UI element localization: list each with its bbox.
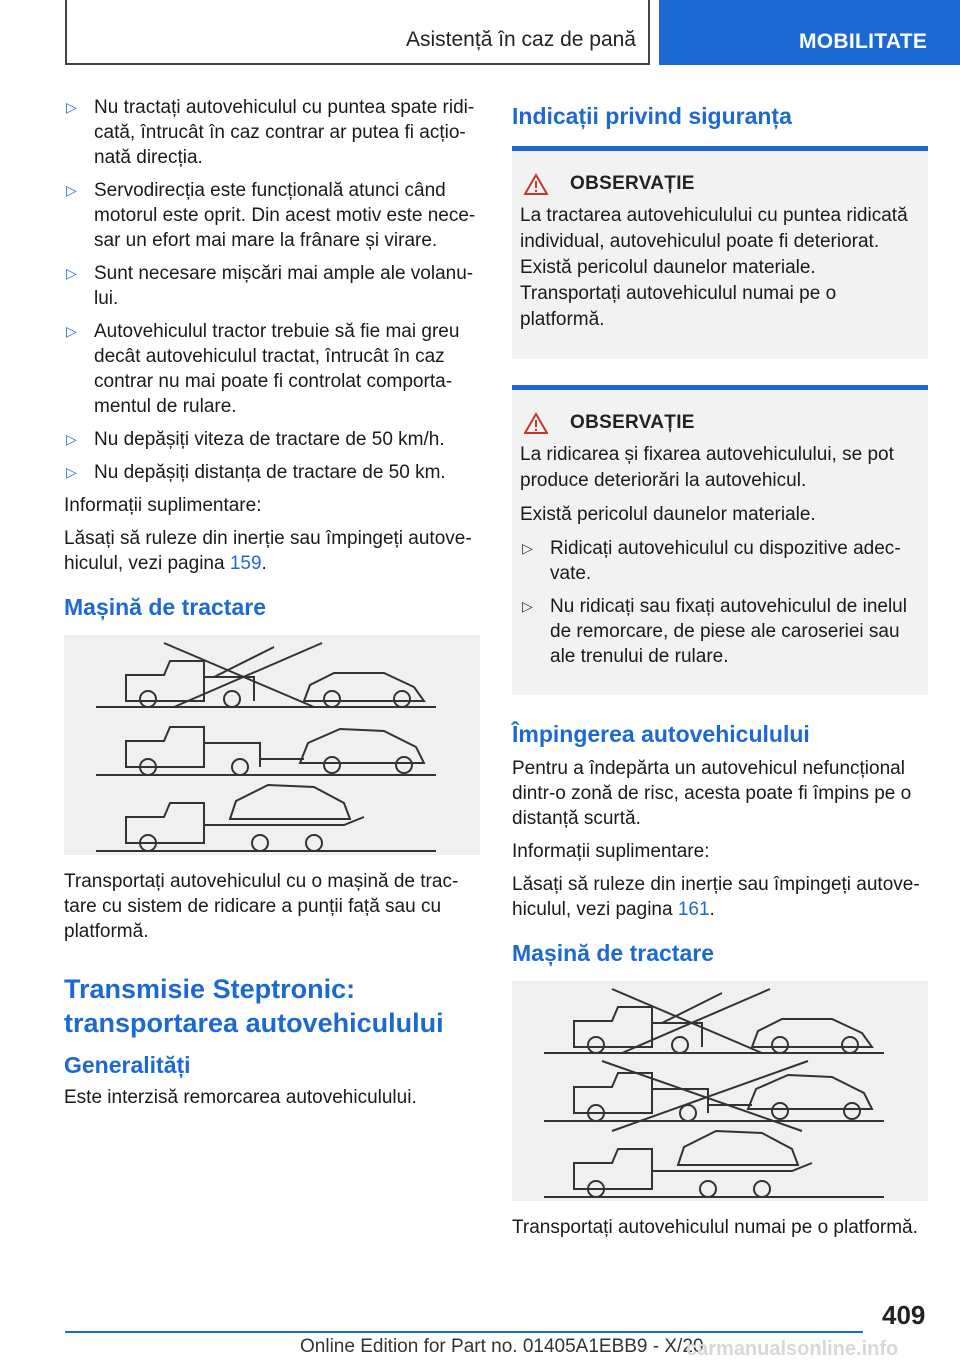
tow-truck-heading: Mașină de tractare (512, 940, 714, 966)
right-column (512, 95, 928, 1248)
list-item: ▷ Autovehiculul tractor trebuie să fie mai greu decât autovehiculul tractat, întrucât în caz contrar nu mai poate fi controlat comportamentul de rulare. (66, 321, 460, 417)
info-paragraph: Lăsați să ruleze din inerție sau împingeți autovehiculul, vezi pagina 159. (64, 528, 472, 574)
triangle-bullet-icon: ▷ (66, 265, 77, 281)
info-label: Informații suplimentare: (64, 495, 262, 516)
push-text: Pentru a îndepărta un autovehicul nefuncțional dintr-o zonă de risc, acesta poate fi împins pe o distanță scurtă. (512, 758, 912, 829)
triangle-bullet-icon: ▷ (522, 540, 533, 556)
notice-title: OBSERVAȚIE (570, 412, 695, 433)
left-column (64, 95, 480, 1118)
notice-box (512, 385, 928, 695)
towing-bullet-list (64, 95, 480, 485)
header-chapter-title: MOBILITATE (799, 30, 928, 53)
notice-text: Există pericolul daunelor materiale. (520, 504, 816, 525)
triangle-bullet-icon: ▷ (66, 323, 77, 339)
tow-truck-illustration (64, 635, 480, 855)
footer-edition: Online Edition for Part no. 01405A1EBB9 - X/20 (300, 1336, 704, 1357)
triangle-bullet-icon: ▷ (66, 182, 77, 198)
platform-transport-illustration (512, 981, 928, 1201)
footer-watermark: carmanualsonline.info (686, 1338, 899, 1360)
notice-header (520, 173, 920, 195)
notice-bullet-list (520, 536, 920, 669)
page-number: 409 (882, 1300, 926, 1330)
warning-triangle-icon (524, 173, 548, 195)
platform-transport-drawing (512, 981, 928, 1201)
triangle-bullet-icon: ▷ (522, 598, 533, 614)
list-item: ▷ Servodirecția este funcțională atunci când motorul este oprit. Din acest motiv este necesar un efort mai mare la frânare și virare. (66, 180, 476, 251)
list-item: ▷ Nu depășiți viteza de tractare de 50 km/h. (66, 429, 445, 450)
platform-caption: Transportați autovehiculul numai pe o platformă. (512, 1217, 918, 1238)
notice-box (512, 146, 928, 359)
footer-divider (65, 1331, 863, 1333)
list-item: ▷ Sunt necesare mișcări mai ample ale volanului. (66, 263, 474, 309)
triangle-bullet-icon: ▷ (66, 464, 77, 480)
info-label: Informații suplimentare: (512, 841, 710, 862)
triangle-bullet-icon: ▷ (66, 99, 77, 115)
triangle-bullet-icon: ▷ (66, 431, 77, 447)
page-link-161[interactable]: 161 (677, 899, 710, 920)
info-paragraph: Lăsați să ruleze din inerție sau împingeți autovehiculul, vezi pagina 161. (512, 874, 920, 920)
notice-text: La tractarea autovehiculului cu puntea ridicată individual, autovehiculul poate fi deteriorat. Există pericolul daunelor materiale. Transportați autovehiculul numai pe o platformă. (520, 205, 908, 330)
header-chapter-tab[interactable] (659, 0, 960, 65)
list-item: ▷ Nu tractați autovehiculul cu puntea spate ridicată, întrucât în caz contrar ar putea fi acționată direcția. (66, 97, 475, 168)
general-text: Este interzisă remorcarea autovehiculului. (64, 1087, 417, 1108)
notice-header (520, 412, 920, 434)
list-item: ▷ Nu depășiți distanța de tractare de 50 km. (66, 462, 446, 483)
warning-triangle-icon (524, 412, 548, 434)
header-section-title: Asistență în caz de pană (406, 28, 636, 51)
page-link-159[interactable]: 159 (229, 553, 262, 574)
tow-truck-caption: Transportați autovehiculul cu o mașină de tractare cu sistem de ridicare a punții față sau cu platformă. (64, 871, 459, 942)
push-heading: Împingerea autovehiculului (512, 721, 810, 747)
list-item: ▷ Ridicați autovehiculul cu dispozitive adecvate. (522, 538, 901, 584)
steptronic-heading: Transmisie Steptronic: transportarea autovehiculului (64, 974, 444, 1038)
notice-title: OBSERVAȚIE (570, 173, 695, 194)
list-item: ▷ Nu ridicați sau fixați autovehiculul de inelul de remorcare, de piese ale caroseriei sau ale trenului de rulare. (522, 596, 907, 667)
general-heading: Generalități (64, 1052, 191, 1078)
notice-text: La ridicarea și fixarea autovehiculului, se pot produce deteriorări la autovehicul. (520, 444, 894, 491)
safety-heading: Indicații privind siguranța (512, 103, 792, 129)
tow-truck-heading: Mașină de tractare (64, 594, 266, 620)
tow-truck-drawing (64, 635, 480, 855)
header-section-box (65, 0, 650, 65)
